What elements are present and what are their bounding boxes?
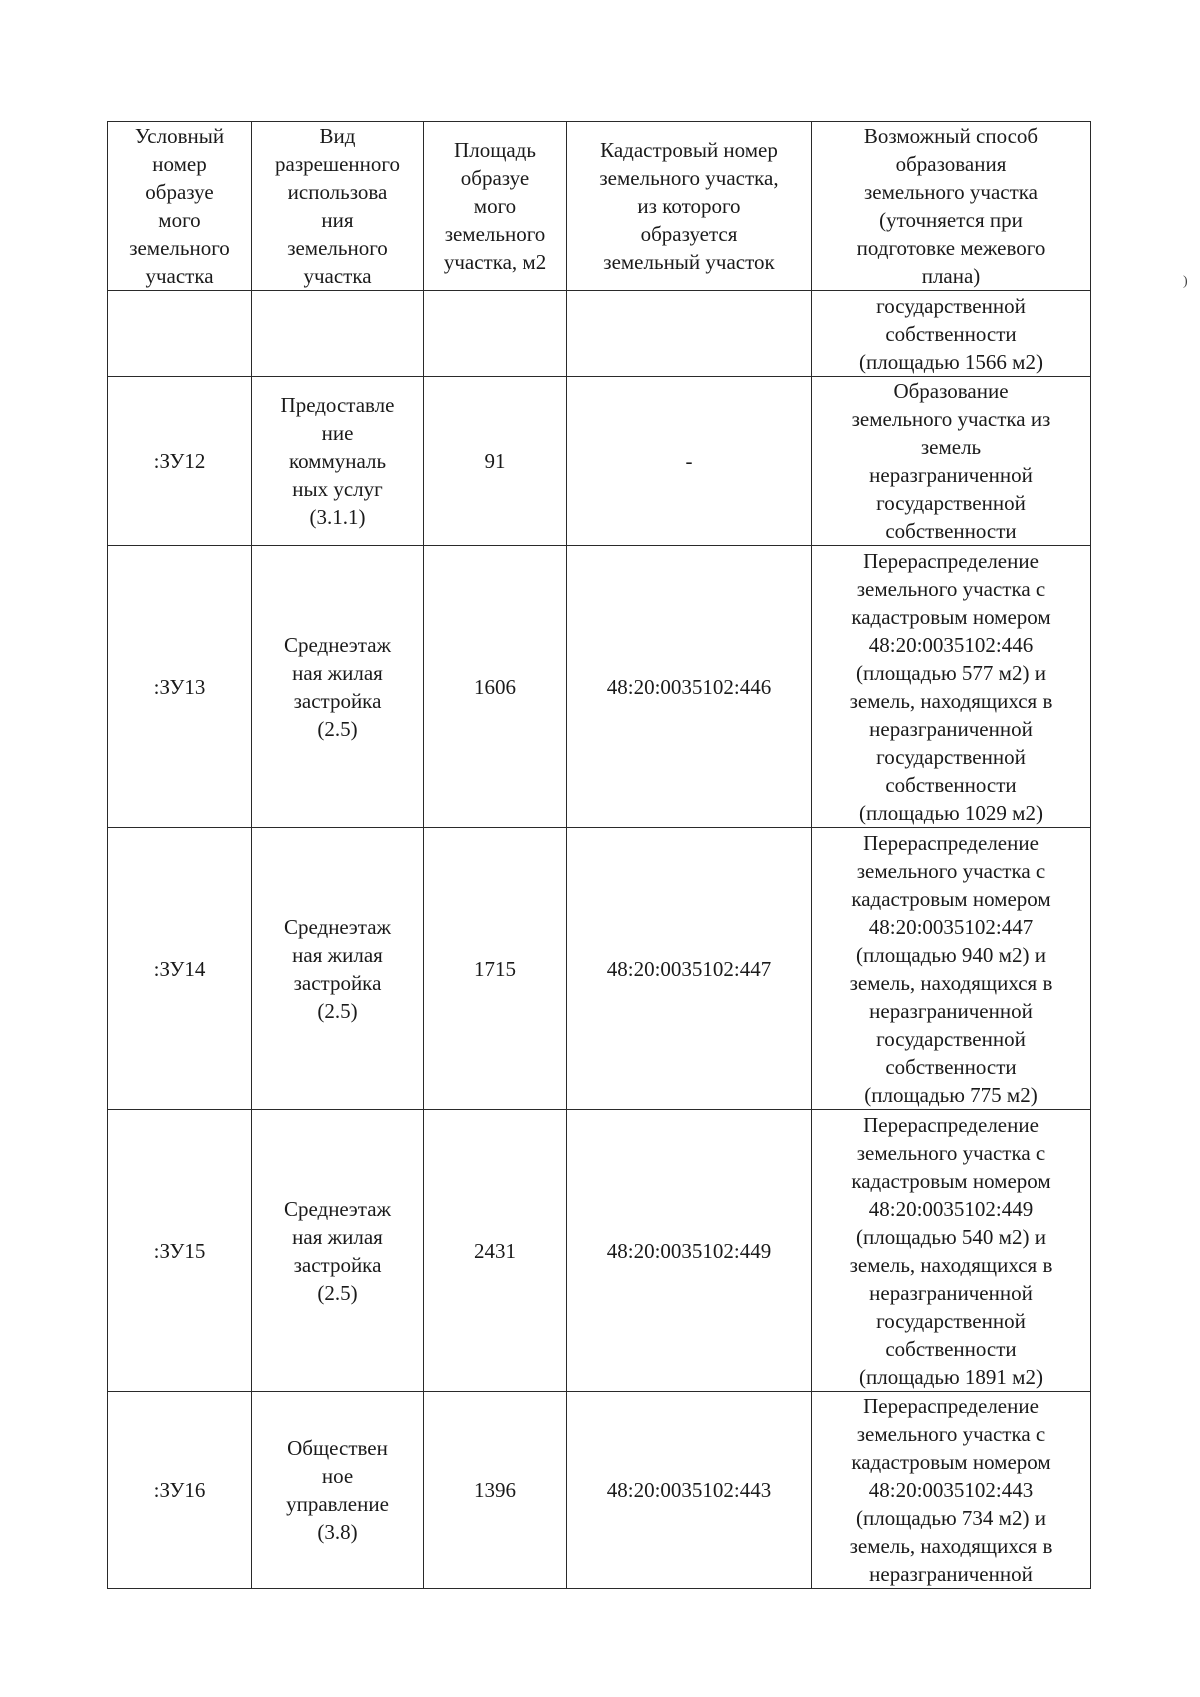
cell-formation-method: Образование земельного участка из земель неразграниченной государственной собственности [812,377,1091,546]
cell-area: 1715 [424,828,567,1110]
cell-permitted-use [252,291,424,377]
cell-cadastral-number: 48:20:0035102:449 [567,1110,812,1392]
cell-permitted-use: Среднеэтаж ная жилая застройка (2.5) [252,828,424,1110]
cell-formation-method: Перераспределение земельного участка с кадастровым номером 48:20:0035102:449 (площадью 540 м2) и земель, находящихся в неразграниченной государственной собственности (площадью 1891 м2) [812,1110,1091,1392]
header-formation-method: Возможный способ образования земельного участка (уточняется при подготовке межевого плана) [812,122,1091,291]
table-row [108,377,1091,546]
cell-area: 2431 [424,1110,567,1392]
table-row [108,546,1091,828]
cell-cadastral-number: - [567,377,812,546]
cell-permitted-use: Обществен ное управление (3.8) [252,1392,424,1589]
header-cadastral-number: Кадастровый номер земельного участка, из которого образуется земельный участок [567,122,812,291]
cell-area: 1396 [424,1392,567,1589]
cell-cadastral-number: 48:20:0035102:447 [567,828,812,1110]
cell-formation-method: Перераспределение земельного участка с кадастровым номером 48:20:0035102:447 (площадью 940 м2) и земель, находящихся в неразграниченной государственной собственности (площадью 775 м2) [812,828,1091,1110]
land-plots-table [107,121,1091,1589]
table-row [108,1110,1091,1392]
table-row [108,291,1091,377]
cell-plot-number: :ЗУ12 [108,377,252,546]
document-page [107,121,1090,1589]
table-header-row [108,122,1091,291]
cell-plot-number: :ЗУ16 [108,1392,252,1589]
table-row [108,828,1091,1110]
cell-area: 1606 [424,546,567,828]
cell-cadastral-number: 48:20:0035102:446 [567,546,812,828]
cell-area [424,291,567,377]
cell-formation-method: Перераспределение земельного участка с кадастровым номером 48:20:0035102:443 (площадью 734 м2) и земель, находящихся в неразграниченной [812,1392,1091,1589]
cell-plot-number [108,291,252,377]
cell-permitted-use: Предоставле ние коммуналь ных услуг (3.1.1) [252,377,424,546]
cell-permitted-use: Среднеэтаж ная жилая застройка (2.5) [252,546,424,828]
cell-plot-number: :ЗУ14 [108,828,252,1110]
cell-permitted-use: Среднеэтаж ная жилая застройка (2.5) [252,1110,424,1392]
cell-plot-number: :ЗУ13 [108,546,252,828]
cell-plot-number: :ЗУ15 [108,1110,252,1392]
cell-formation-method: Перераспределение земельного участка с кадастровым номером 48:20:0035102:446 (площадью 577 м2) и земель, находящихся в неразграниченной государственной собственности (площадью 1029 м2) [812,546,1091,828]
header-permitted-use: Вид разрешенного использова ния земельного участка [252,122,424,291]
cell-formation-method: государственной собственности (площадью 1566 м2) [812,291,1091,377]
cell-cadastral-number [567,291,812,377]
cell-area: 91 [424,377,567,546]
header-plot-number: Условный номер образуе мого земельного участка [108,122,252,291]
margin-mark: ) [1183,274,1188,289]
header-area: Площадь образуе мого земельного участка, м2 [424,122,567,291]
table-row [108,1392,1091,1589]
cell-cadastral-number: 48:20:0035102:443 [567,1392,812,1589]
